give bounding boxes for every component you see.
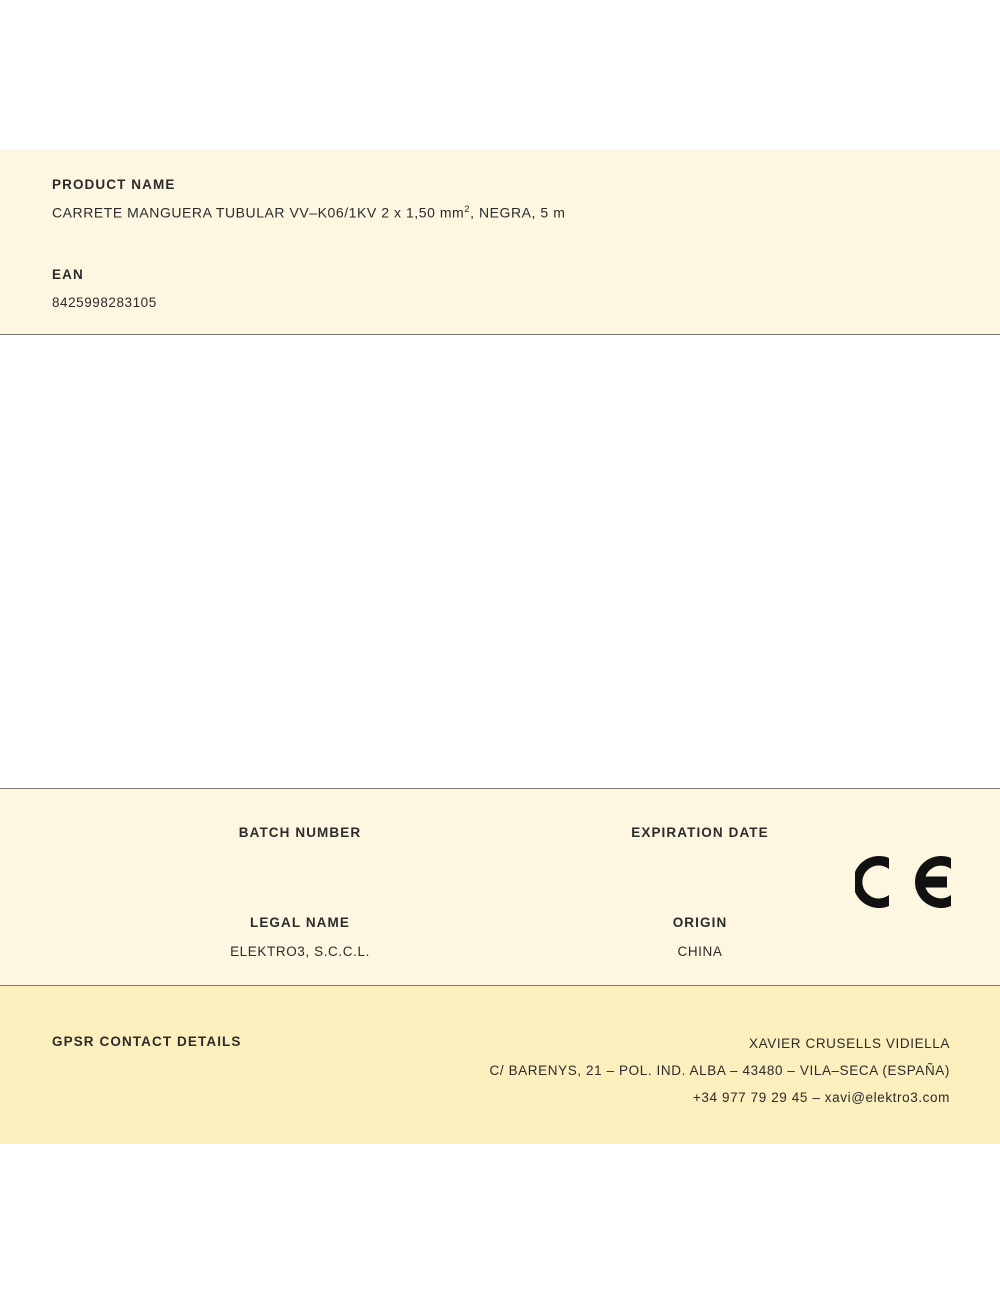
batch-legal-block xyxy=(0,788,1000,986)
bottom-blank-area xyxy=(0,1144,1000,1300)
gpsr-contact-label: GPSR CONTACT DETAILS xyxy=(52,1034,242,1049)
blank-content-area xyxy=(0,335,1000,788)
ean-value: 8425998283105 xyxy=(52,295,157,310)
origin-value: CHINA xyxy=(677,944,723,959)
product-name-superscript: 2 xyxy=(464,204,471,215)
ean-label: EAN xyxy=(52,267,84,282)
gpsr-contact-address: C/ BARENYS, 21 – POL. IND. ALBA – 43480 – VILA–SECA (ESPAÑA) xyxy=(489,1063,950,1078)
expiration-date-label: EXPIRATION DATE xyxy=(631,825,769,840)
ce-marking-icon xyxy=(855,851,955,913)
batch-number-label: BATCH NUMBER xyxy=(238,825,362,840)
gpsr-contact-name: XAVIER CRUSELLS VIDIELLA xyxy=(749,1036,950,1051)
origin-label: ORIGIN xyxy=(672,915,728,930)
gpsr-contact-block xyxy=(0,986,1000,1144)
gpsr-contact-details xyxy=(490,1030,950,1111)
legal-name-value: ELEKTRO3, S.C.C.L. xyxy=(230,944,370,959)
product-name-value xyxy=(52,204,565,221)
product-info-block xyxy=(0,149,1000,335)
product-name-text: CARRETE MANGUERA TUBULAR VV–K06/1KV 2 x 1,50 mm xyxy=(52,204,465,221)
legal-name-label: LEGAL NAME xyxy=(249,915,350,930)
product-name-label: PRODUCT NAME xyxy=(52,177,176,192)
product-name-text-suffix: , NEGRA, 5 m xyxy=(470,204,566,221)
gpsr-contact-phone-email: +34 977 79 29 45 – xavi@elektro3.com xyxy=(692,1090,950,1105)
